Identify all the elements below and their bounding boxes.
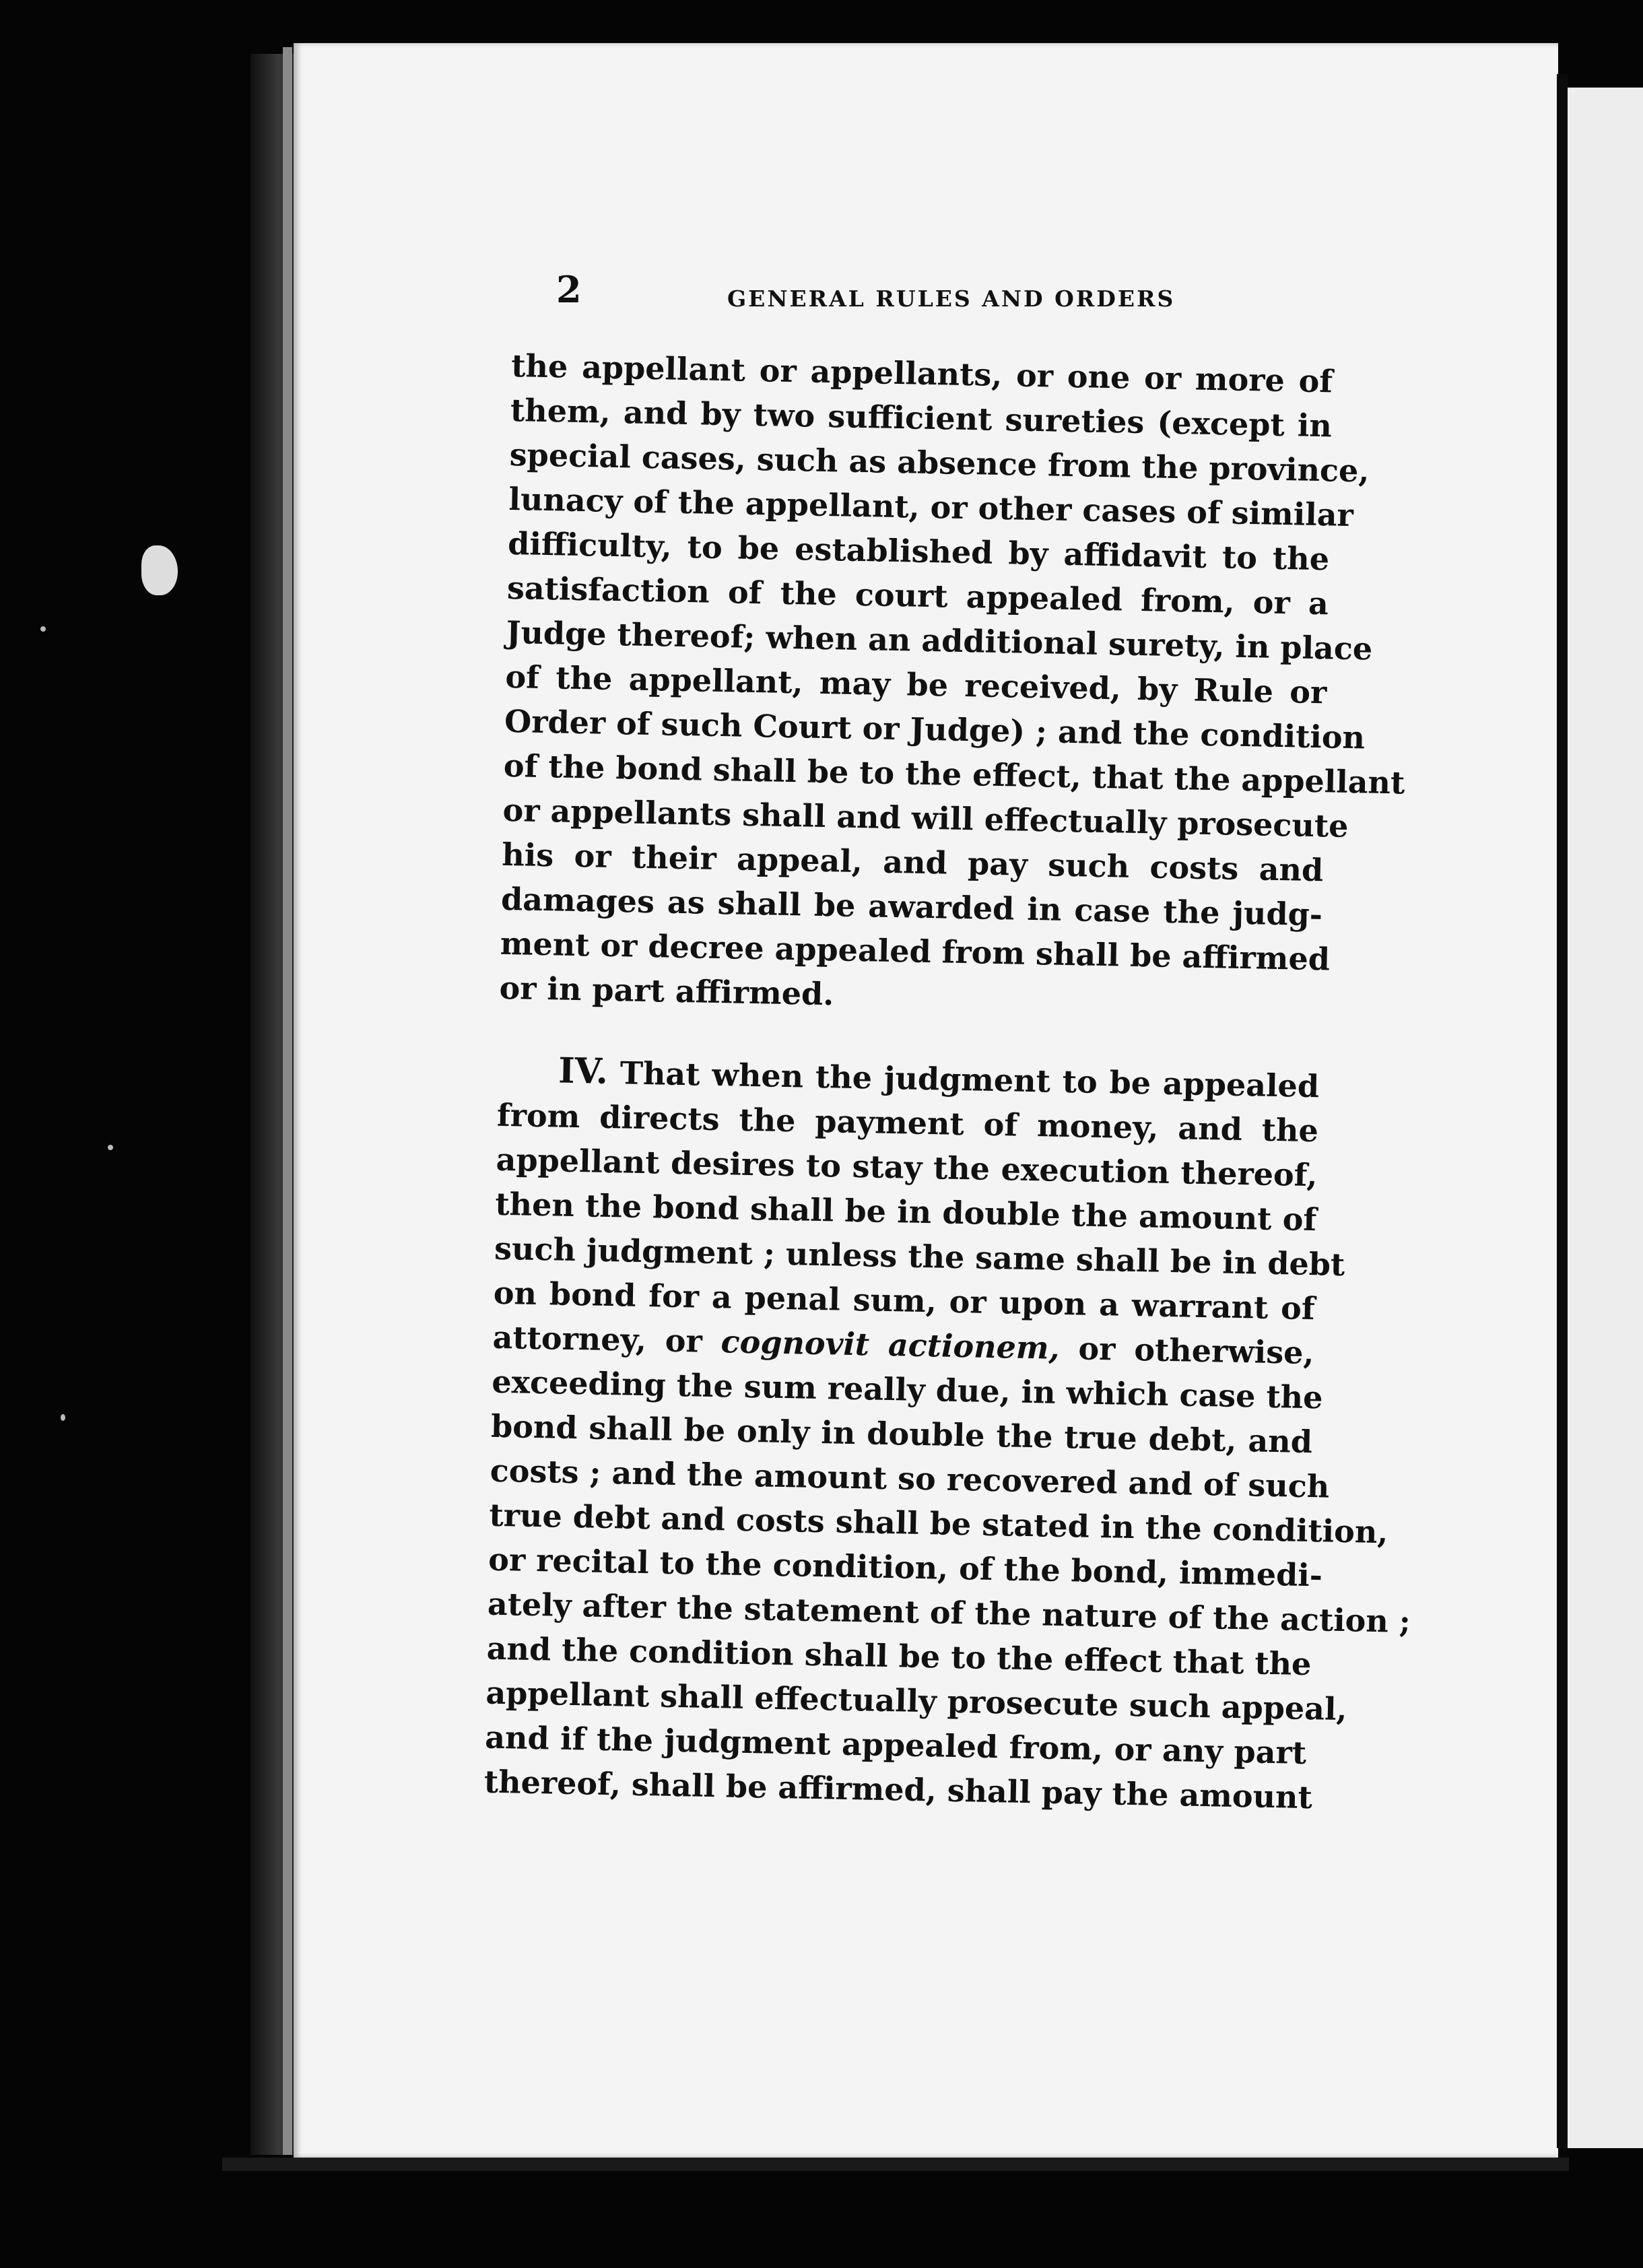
body-text [483, 343, 1411, 1820]
dust-speck [108, 1145, 113, 1150]
text-line: ately after the statement of the nature of the action ; [487, 1585, 1411, 1640]
text-line: true debt and costs shall be stated in the condition, [489, 1496, 1388, 1551]
paragraph-1 [499, 343, 1405, 1026]
paper-stain [141, 545, 178, 595]
page-bottom-edge [222, 2158, 1569, 2171]
text-segment: or otherwise, [1078, 1330, 1315, 1372]
text-line: special cases, such as absence from the province, [509, 436, 1370, 490]
text-line: ment or decree appealed from shall be affirmed [500, 925, 1331, 978]
spine-edge [283, 47, 292, 2155]
latin-phrase: cognovit actionem, [720, 1323, 1061, 1366]
text-line: Order of such Court or Judge) ; and the condition [504, 702, 1366, 756]
text-line: and the condition shall be to the effect that the [486, 1630, 1312, 1683]
section-numeral: IV. [558, 1050, 609, 1092]
text-line: damages as shall be awarded in case the judg- [500, 880, 1323, 933]
page-gutter-shadow [1557, 74, 1568, 2148]
text-segment: attorney, or [492, 1319, 703, 1360]
page-number: 2 [556, 268, 582, 311]
dust-speck [40, 626, 46, 632]
text-line: of the bond shall be to the effect, that the appellant [503, 747, 1405, 801]
text-line: such judgment ; unless the same shall be in debt [494, 1230, 1345, 1283]
text-line: thereof, shall be affirmed, shall pay the amount [483, 1763, 1313, 1816]
text-line: on bond for a penal sum, or upon a warrant of [493, 1274, 1316, 1327]
text-line: costs ; and the amount so recovered and of such [490, 1452, 1330, 1505]
text-line: the appellant or appellants, or one or more of [510, 347, 1333, 400]
text-line: and if the judgment appealed from, or any part [484, 1719, 1307, 1772]
text-line: or appellants shall and will effectually prosecute [502, 791, 1349, 844]
text-line: appellant shall effectually prosecute such appeal, [485, 1674, 1348, 1728]
text-line: or recital to the condition, of the bond, immedi- [488, 1541, 1323, 1594]
text-line: bond shall be only in double the true debt, and [490, 1407, 1313, 1461]
text-line: his or their appeal, and pay such costs and [501, 836, 1324, 889]
text-line: them, and by two sufficient sureties (except in [510, 391, 1333, 444]
dust-speck [61, 1414, 65, 1421]
facing-page-edge [1568, 88, 1643, 2148]
paragraph-2 [483, 1048, 1411, 1820]
text-line: difficulty, to be established by affidavit to the [507, 525, 1330, 578]
text-line: exceeding the sum really due, in which case the [491, 1363, 1323, 1416]
text-line: Judge thereof; when an additional surety, in place [506, 613, 1373, 667]
text-line: lunacy of the appellant, or other cases of similar [508, 480, 1354, 534]
running-head: GENERAL RULES AND ORDERS [727, 286, 1176, 312]
text-line: from directs the payment of money, and the [496, 1096, 1319, 1149]
text-line: of the appellant, may be received, by Rule or [504, 658, 1327, 711]
text-line: then the bond shall be in double the amount of [494, 1185, 1317, 1238]
text-line: appellant desires to stay the execution thereof, [496, 1141, 1318, 1194]
text-line: That when the judgment to be appealed [619, 1055, 1320, 1105]
text-line: satisfaction of the court appealed from, or a [506, 569, 1329, 622]
text-line: or in part affirmed. [499, 969, 834, 1013]
